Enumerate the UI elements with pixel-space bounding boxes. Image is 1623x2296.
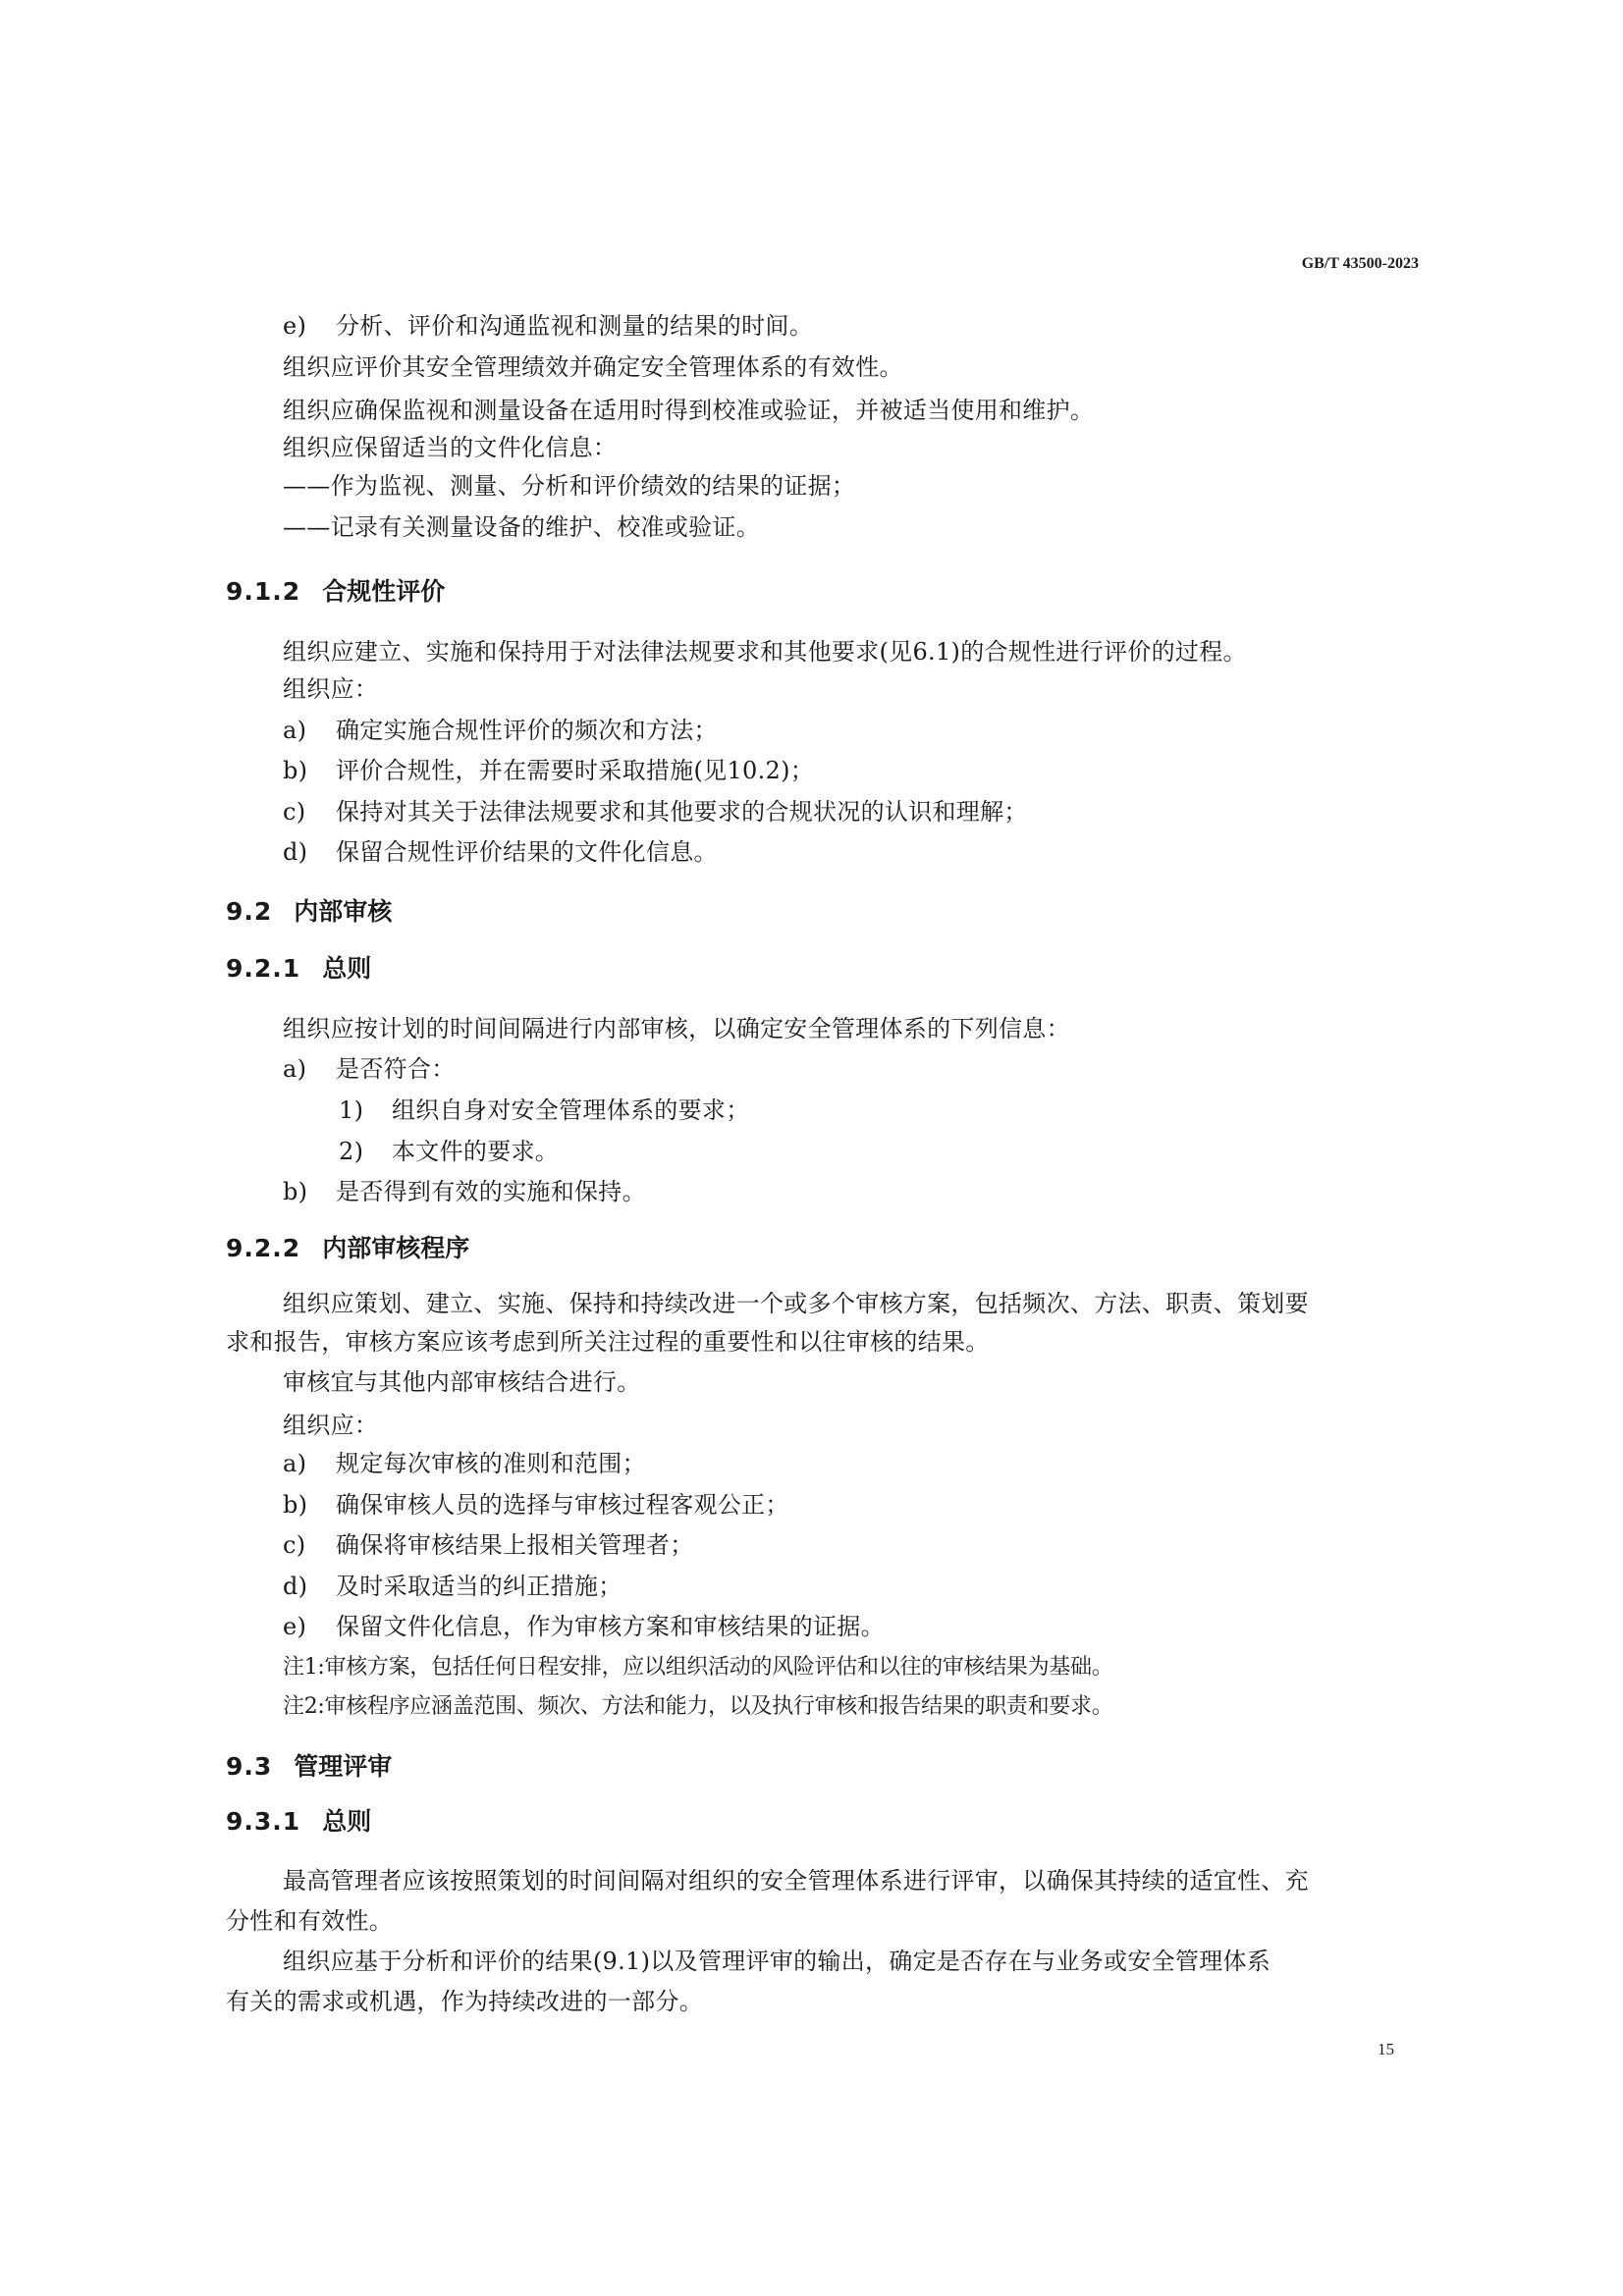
- note: 注2:审核程序应涵盖范围、频次、方法和能力，以及执行审核和报告结果的职责和要求。: [283, 1694, 1113, 1719]
- section-heading-9-2-1: 9.2.1 总则: [226, 954, 372, 983]
- section-heading-9-3: 9.3 管理评审: [226, 1752, 393, 1781]
- paragraph: 组织应：: [283, 675, 379, 703]
- sub-list-item: 2) 本文件的要求。: [339, 1138, 560, 1165]
- list-item: b) 确保审核人员的选择与审核过程客观公正；: [283, 1491, 789, 1519]
- list-item: e) 保留文件化信息，作为审核方案和审核结果的证据。: [283, 1613, 885, 1640]
- paragraph: 组织应保留适当的文件化信息：: [283, 434, 618, 461]
- dash-item: ——作为监视、测量、分析和评价绩效的结果的证据；: [283, 472, 856, 500]
- paragraph: 组织应确保监视和测量设备在适用时得到校准或验证，并被适当使用和维护。: [283, 397, 1095, 424]
- list-item: b) 评价合规性，并在需要时采取措施(见10.2)；: [283, 757, 815, 784]
- list-item: d) 保留合规性评价结果的文件化信息。: [283, 838, 718, 866]
- section-heading-9-1-2: 9.1.2 合规性评价: [226, 577, 446, 606]
- list-item: d) 及时采取适当的纠正措施；: [283, 1573, 622, 1600]
- paragraph: 组织应：: [283, 1412, 379, 1439]
- paragraph: 组织应基于分析和评价的结果(9.1)以及管理评审的输出，确定是否存在与业务或安全管理体系: [283, 1948, 1271, 1975]
- paragraph: 组织应策划、建立、实施、保持和持续改进一个或多个审核方案，包括频次、方法、职责、策划要: [283, 1290, 1309, 1317]
- section-heading-9-2: 9.2 内部审核: [226, 897, 393, 926]
- paragraph-continuation: 求和报告，审核方案应该考虑到所关注过程的重要性和以往审核的结果。: [226, 1328, 990, 1356]
- paragraph: 审核宜与其他内部审核结合进行。: [283, 1368, 641, 1396]
- list-item: c) 确保将审核结果上报相关管理者；: [283, 1531, 694, 1559]
- list-item: a) 规定每次审核的准则和范围；: [283, 1450, 646, 1477]
- list-item: e) 分析、评价和沟通监视和测量的结果的时间。: [283, 312, 813, 340]
- note: 注1:审核方案，包括任何日程安排，应以组织活动的风险评估和以往的审核结果为基础。: [283, 1655, 1113, 1680]
- page-number: 15: [1378, 2040, 1394, 2058]
- section-heading-9-3-1: 9.3.1 总则: [226, 1807, 372, 1836]
- paragraph-continuation: 分性和有效性。: [226, 1907, 394, 1935]
- list-item: a) 确定实施合规性评价的频次和方法；: [283, 717, 718, 744]
- sub-list-item: 1) 组织自身对安全管理体系的要求；: [339, 1096, 750, 1124]
- list-item: c) 保持对其关于法律法规要求和其他要求的合规状况的认识和理解；: [283, 798, 1028, 826]
- list-item: b) 是否得到有效的实施和保持。: [283, 1178, 646, 1205]
- paragraph: 最高管理者应该按照策划的时间间隔对组织的安全管理体系进行评审，以确保其持续的适宜性、充: [283, 1867, 1309, 1895]
- paragraph: 组织应按计划的时间间隔进行内部审核，以确定安全管理体系的下列信息：: [283, 1015, 1070, 1042]
- paragraph-continuation: 有关的需求或机遇，作为持续改进的一部分。: [226, 1988, 703, 2015]
- section-heading-9-2-2: 9.2.2 内部审核程序: [226, 1234, 470, 1262]
- paragraph: 组织应建立、实施和保持用于对法律法规要求和其他要求(见6.1)的合规性进行评价的过程。: [283, 638, 1247, 666]
- document-id: GB/T 43500-2023: [1301, 255, 1419, 272]
- paragraph: 组织应评价其安全管理绩效并确定安全管理体系的有效性。: [283, 353, 903, 381]
- dash-item: ——记录有关测量设备的维护、校准或验证。: [283, 513, 760, 541]
- list-item: a) 是否符合：: [283, 1055, 456, 1083]
